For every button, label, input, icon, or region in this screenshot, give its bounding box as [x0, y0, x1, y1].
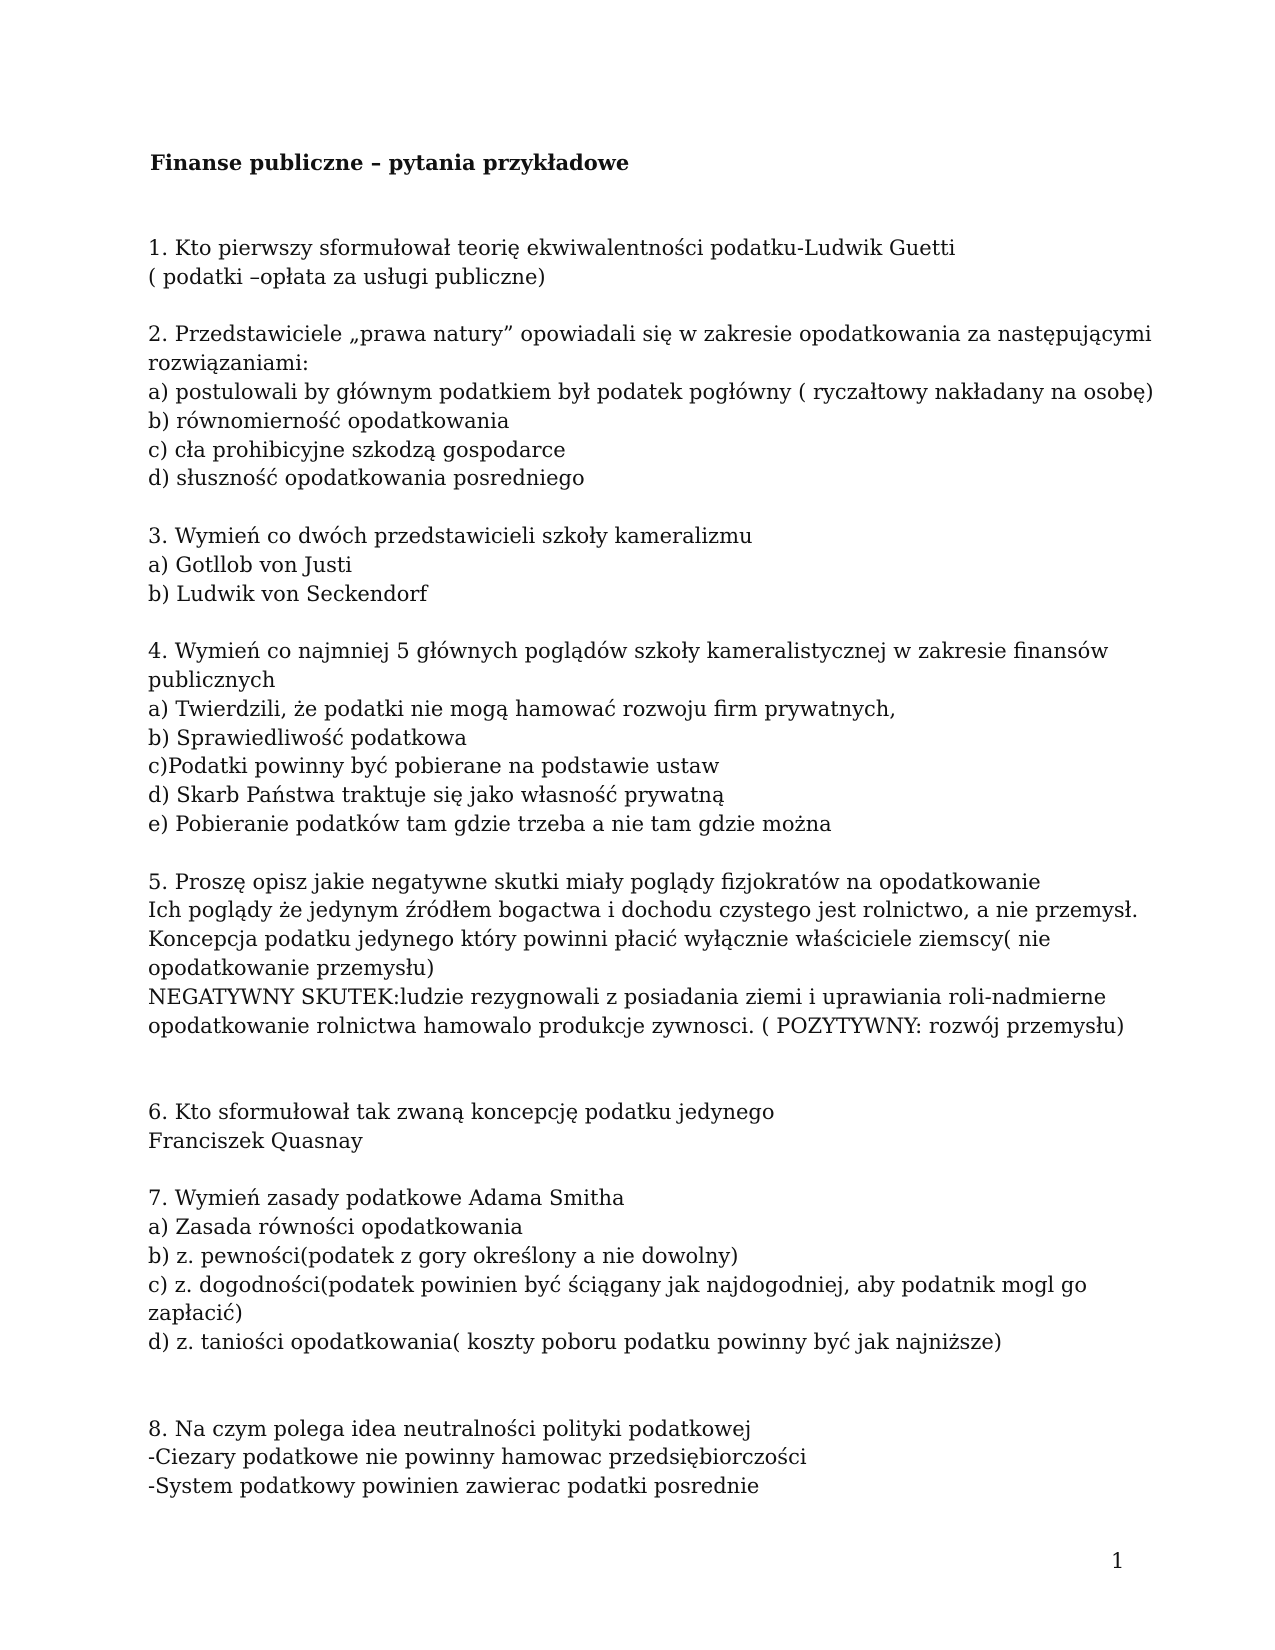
question-line: NEGATYWNY SKUTEK:ludzie rezygnowali z posiadania ziemi i uprawiania roli-nadmierne: [148, 984, 1107, 1009]
question-line: b) Ludwik von Seckendorf: [148, 581, 428, 606]
question-line: 3. Wymień co dwóch przedstawicieli szkoły kameralizmu: [148, 523, 753, 548]
blank-line: [148, 1156, 1128, 1185]
question-line: opodatkowanie przemysłu): [148, 955, 435, 980]
page-number: 1: [1111, 1549, 1125, 1573]
blank-line: [148, 608, 1128, 637]
question-line: ( podatki –opłata za usługi publiczne): [148, 264, 546, 289]
question-line: Franciszek Quasnay: [148, 1128, 363, 1153]
question-line: d) z. taniości opodatkowania( koszty poboru podatku powinny być jak najniższe): [148, 1330, 1002, 1355]
question-line: c) cła prohibicyjne szkodzą gospodarce: [148, 437, 566, 462]
question-line: d) Skarb Państwa traktuje się jako własność prywatną: [148, 783, 725, 808]
question-line: 1. Kto pierwszy sformułował teorię ekwiwalentności podatku-Ludwik Guetti: [148, 236, 956, 260]
question-6: [148, 1098, 1128, 1156]
question-4: [148, 637, 1128, 839]
question-line: e) Pobieranie podatków tam gdzie trzeba a nie tam gdzie można: [148, 811, 832, 836]
question-line: c)Podatki powinny być pobierane na podstawie ustaw: [148, 754, 720, 779]
question-7: [148, 1184, 1128, 1357]
question-line: d) słuszność opodatkowania posredniego: [148, 466, 585, 491]
question-3: [148, 522, 1128, 608]
question-line: 2. Przedstawiciele „prawa natury” opowiadali się w zakresie opodatkowania za następującymi: [148, 322, 1152, 347]
question-line: 7. Wymień zasady podatkowe Adama Smitha: [148, 1186, 625, 1211]
question-5: [148, 868, 1139, 1041]
question-line: 5. Proszę opisz jakie negatywne skutki miały poglądy fizjokratów na opodatkowanie: [148, 869, 1041, 894]
blank-line: [148, 292, 1128, 321]
question-2: [148, 320, 1154, 493]
document-title: Finanse publiczne – pytania przykładowe: [150, 150, 630, 175]
question-line: zapłacić): [148, 1301, 243, 1326]
blank-line: [148, 1040, 1128, 1098]
question-8: [148, 1415, 1128, 1501]
question-line: a) Zasada równości opodatkowania: [148, 1215, 523, 1240]
question-line: b) równomierność opodatkowania: [148, 408, 510, 433]
blank-line: [148, 493, 1128, 522]
question-line: opodatkowanie rolnictwa hamowalo produkcje zywnosci. ( POZYTYWNY: rozwój przemysłu): [148, 1013, 1125, 1038]
question-line: 4. Wymień co najmniej 5 głównych poglądów szkoły kameralistycznej w zakresie finansów: [148, 639, 1109, 664]
question-line: rozwiązaniami:: [148, 351, 310, 376]
document-content: [148, 234, 1154, 1501]
question-line: a) Twierdzili, że podatki nie mogą hamować rozwoju firm prywatnych,: [148, 696, 896, 721]
question-line: b) Sprawiedliwość podatkowa: [148, 725, 467, 750]
question-line: -Ciezary podatkowe nie powinny hamowac przedsiębiorczości: [148, 1445, 807, 1470]
question-line: publicznych: [148, 667, 276, 692]
question-line: Ich poglądy że jedynym źródłem bogactwa i dochodu czystego jest rolnictwo, a nie przemysł.: [148, 898, 1139, 923]
question-line: a) Gotllob von Justi: [148, 552, 353, 577]
question-line: -System podatkowy powinien zawierac podatki posrednie: [148, 1474, 760, 1499]
question-line: b) z. pewności(podatek z gory określony a nie dowolny): [148, 1243, 739, 1268]
blank-line: [148, 839, 1128, 868]
question-line: Koncepcja podatku jedynego który powinni płacić wyłącznie właściciele ziemscy( nie: [148, 927, 1051, 952]
question-line: a) postulowali by głównym podatkiem był podatek pogłówny ( ryczałtowy nakładany na osobę): [148, 379, 1154, 404]
question-1: [148, 234, 1128, 292]
blank-line: [148, 1357, 1128, 1415]
question-line: 8. Na czym polega idea neutralności polityki podatkowej: [148, 1416, 752, 1441]
question-line: 6. Kto sformułował tak zwaną koncepcję podatku jedynego: [148, 1099, 775, 1124]
question-line: c) z. dogodności(podatek powinien być ściągany jak najdogodniej, aby podatnik mogl go: [148, 1272, 1088, 1297]
